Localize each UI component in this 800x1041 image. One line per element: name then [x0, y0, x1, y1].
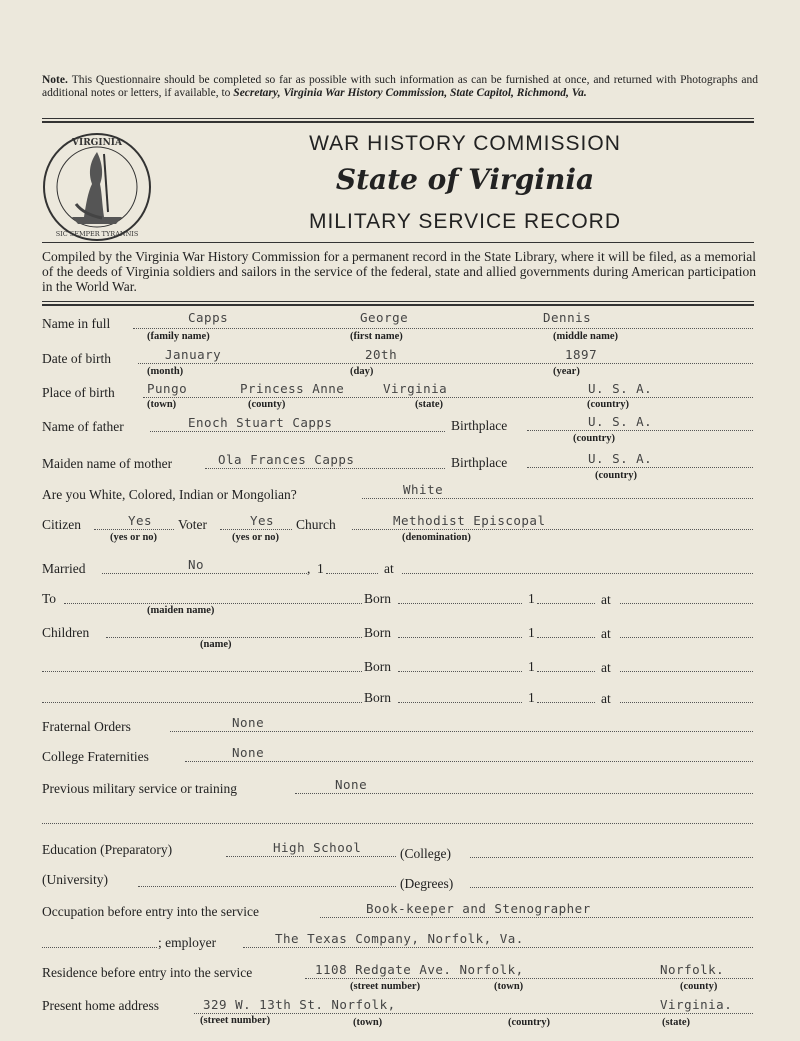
line-child-2 [42, 671, 362, 672]
to-year-prefix: 1 [528, 591, 535, 606]
sub-present-state: (state) [662, 1017, 690, 1028]
value-citizen: Yes [128, 513, 153, 528]
value-education: High School [273, 840, 362, 855]
value-mother: Ola Frances Capps [218, 452, 355, 467]
sub-citizen-yes-no: (yes or no) [110, 532, 158, 543]
line-previous-extra [42, 823, 753, 824]
label-pob: Place of birth [42, 385, 115, 400]
label-to-at: at [601, 592, 611, 607]
sub-residence-street: (street number) [350, 981, 421, 992]
label-married-at: at [384, 561, 394, 576]
note-body: This Questionnaire should be completed so far as possible with such information as can be furnished at once, and returned with Photographs and additional notes or letters, if available, to [42, 74, 759, 99]
label-to-born: Born [364, 591, 391, 606]
sub-family-name: (family name) [147, 331, 210, 342]
label-race: Are you White, Colored, Indian or Mongolian? [42, 487, 297, 502]
line-residence [305, 978, 753, 979]
line-child-2-born [398, 671, 522, 672]
line-child-2-year [537, 671, 595, 672]
label-name: Name in full [42, 316, 111, 331]
label-child-1-born: Born [364, 625, 391, 640]
line-child-2-at [620, 671, 753, 672]
sub-mother-country: (country) [595, 470, 637, 481]
sub-father-country: (country) [573, 433, 615, 444]
line-mother-birthplace [527, 467, 753, 468]
label-present: Present home address [42, 998, 159, 1013]
label-fraternal: Fraternal Orders [42, 719, 131, 734]
line-to-year [537, 603, 595, 604]
sub-present-town: (town) [353, 1017, 383, 1028]
line-college-frat [185, 761, 753, 762]
value-birth-year: 1897 [565, 347, 598, 362]
label-child-3-born: Born [364, 690, 391, 705]
sub-month: (month) [147, 366, 184, 377]
sub-country: (country) [587, 399, 629, 410]
line-present [194, 1013, 753, 1014]
sub-voter-yes-no: (yes or no) [232, 532, 280, 543]
label-child-2-born: Born [364, 659, 391, 674]
label-mother-birthplace: Birthplace [451, 455, 508, 470]
value-present-street: 329 W. 13th St. Norfolk, [203, 997, 396, 1012]
line-married-year [326, 573, 378, 574]
label-married: Married [42, 561, 86, 576]
sub-year: (year) [553, 366, 580, 377]
label-children: Children [42, 625, 90, 640]
line-employer-prefix [42, 947, 157, 948]
line-child-1-born [398, 637, 522, 638]
value-occupation: Book-keeper and Stenographer [366, 901, 591, 916]
value-church: Methodist Episcopal [393, 513, 546, 528]
line-dob [138, 363, 753, 364]
line-child-1 [106, 637, 362, 638]
label-father-birthplace: Birthplace [451, 418, 508, 433]
line-university [138, 886, 396, 887]
line-father-birthplace [527, 430, 753, 431]
value-birth-state: Virginia [383, 381, 448, 396]
sub-middle-name: (middle name) [553, 331, 619, 342]
married-comma: , [307, 561, 311, 576]
label-employer: ; employer [158, 935, 217, 950]
line-child-3-at [620, 702, 753, 703]
label-citizen: Citizen [42, 517, 81, 532]
sub-present-street: (street number) [200, 1015, 271, 1026]
line-voter [220, 529, 292, 530]
label-voter: Voter [178, 517, 207, 532]
value-previous: None [335, 777, 368, 792]
value-residence-street: 1108 Redgate Ave. Norfolk, [315, 962, 524, 977]
value-college-frat: None [232, 745, 265, 760]
value-mother-birthplace: U. S. A. [588, 451, 653, 466]
header-commission: WAR HISTORY COMMISSION [309, 132, 621, 155]
line-child-3-year [537, 702, 595, 703]
value-race: White [403, 482, 444, 497]
sub-residence-town: (town) [494, 981, 524, 992]
sub-child-name: (name) [200, 639, 232, 650]
header-record-title: MILITARY SERVICE RECORD [308, 210, 622, 233]
child-3-year-prefix: 1 [528, 690, 535, 705]
label-college-frat: College Fraternities [42, 749, 149, 764]
line-citizen [94, 529, 174, 530]
label-occupation: Occupation before entry into the service [42, 904, 260, 919]
label-father: Name of father [42, 419, 124, 434]
seal-bottom-text: SIC SEMPER TYRANNIS [55, 230, 139, 238]
sub-state: (state) [415, 399, 443, 410]
intro-paragraph: Compiled by the Virginia War History Commission for a permanent record in the State Library, where it will be filed, as a memorial of the deeds of Virginia soldiers and sailors in the service of the federal, state and allied governments during American participation in the World War. [42, 249, 756, 294]
married-year-prefix: 1 [317, 561, 324, 576]
label-university: (University) [42, 872, 108, 887]
line-church [352, 529, 753, 530]
line-to [64, 603, 362, 604]
sub-maiden-name: (maiden name) [147, 605, 215, 616]
label-previous: Previous military service or training [42, 781, 237, 796]
sub-denomination: (denomination) [402, 532, 471, 543]
line-degrees [470, 887, 753, 888]
seal-top-text: VIRGINIA [72, 138, 122, 148]
value-first-name: George [360, 310, 409, 325]
note-address: Secretary, Virginia War History Commission, State Capitol, Richmond, Va. [233, 87, 587, 99]
line-race [362, 498, 753, 499]
label-education: Education (Preparatory) [42, 842, 173, 857]
divider [42, 304, 754, 306]
divider [42, 242, 754, 243]
divider [42, 118, 754, 119]
line-employer [243, 947, 753, 948]
line-child-1-at [620, 637, 753, 638]
value-father-birthplace: U. S. A. [588, 414, 653, 429]
label-child-2-at: at [601, 660, 611, 675]
label-residence: Residence before entry into the service [42, 965, 253, 980]
label-child-3-at: at [601, 691, 611, 706]
sub-residence-county: (county) [680, 981, 718, 992]
label-college: (College) [400, 846, 451, 861]
sub-present-country: (country) [508, 1017, 550, 1028]
line-fraternal [170, 731, 753, 732]
label-child-1-at: at [601, 626, 611, 641]
value-middle-name: Dennis [543, 310, 592, 325]
sub-town: (town) [147, 399, 177, 410]
line-to-born [398, 603, 522, 604]
line-occupation [320, 917, 753, 918]
value-married: No [188, 557, 205, 572]
line-child-3 [42, 702, 362, 703]
note-text [42, 74, 758, 100]
header-state: State of Virginia [335, 163, 595, 196]
label-mother: Maiden name of mother [42, 456, 173, 471]
value-present-state: Virginia. [660, 997, 733, 1012]
line-pob [143, 397, 753, 398]
sub-county: (county) [248, 399, 286, 410]
value-birth-country: U. S. A. [588, 381, 653, 396]
line-child-1-year [537, 637, 595, 638]
line-previous [295, 793, 753, 794]
line-father [150, 431, 445, 432]
divider [42, 121, 754, 123]
line-married-at [402, 573, 753, 574]
label-dob: Date of birth [42, 351, 111, 366]
value-residence-county: Norfolk. [660, 962, 725, 977]
line-to-at [620, 603, 753, 604]
child-2-year-prefix: 1 [528, 659, 535, 674]
value-voter: Yes [250, 513, 275, 528]
child-1-year-prefix: 1 [528, 625, 535, 640]
line-married [102, 573, 307, 574]
divider [42, 301, 754, 302]
line-education [226, 856, 396, 857]
value-birth-month: January [165, 347, 222, 362]
line-mother [205, 468, 445, 469]
value-birth-town: Pungo [147, 381, 188, 396]
sub-first-name: (first name) [350, 331, 403, 342]
label-to: To [42, 591, 57, 606]
value-birth-county: Princess Anne [240, 381, 345, 396]
value-employer: The Texas Company, Norfolk, Va. [275, 931, 524, 946]
label-church: Church [296, 517, 336, 532]
value-father: Enoch Stuart Capps [188, 415, 333, 430]
line-college [470, 857, 753, 858]
sub-day: (day) [350, 366, 374, 377]
line-name [133, 328, 753, 329]
value-family-name: Capps [188, 310, 229, 325]
note-prefix: Note. [42, 74, 68, 86]
label-degrees: (Degrees) [400, 876, 454, 891]
virginia-seal-icon [42, 132, 152, 242]
value-fraternal: None [232, 715, 265, 730]
line-child-3-born [398, 702, 522, 703]
value-birth-day: 20th [365, 347, 398, 362]
